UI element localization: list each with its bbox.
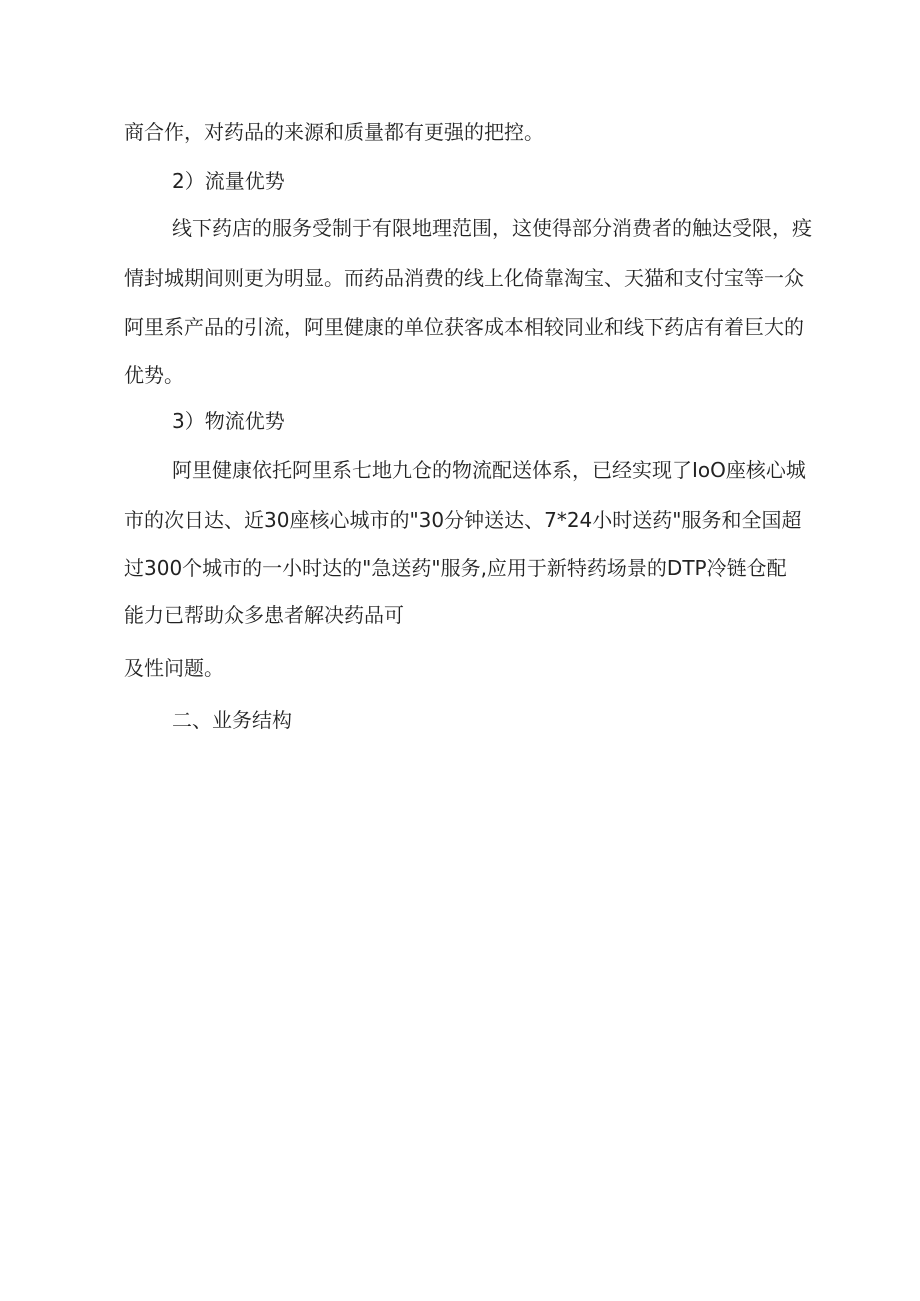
logistics-paragraph-line-4: 能力已帮助众多患者解决药品可 xyxy=(124,603,404,627)
traffic-paragraph-line-3: 阿里系产品的引流，阿里健康的单位获客成本相较同业和线下药店有着巨大的 xyxy=(124,315,804,339)
logistics-paragraph-line-1: 阿里健康依托阿里系七地九仓的物流配送体系，已经实现了IoO座核心城 xyxy=(172,458,806,482)
logistics-paragraph-line-5: 及性问题。 xyxy=(124,656,224,680)
traffic-paragraph-line-2: 情封城期间则更为明显。而药品消费的线上化倚靠淘宝、天猫和支付宝等一众 xyxy=(124,266,804,290)
logistics-paragraph-line-3: 过300个城市的一小时达的"急送药"服务,应用于新特药场景的DTP冷链仓配 xyxy=(124,556,787,580)
paragraph-continuation-line: 商合作，对药品的来源和质量都有更强的把控。 xyxy=(124,120,544,144)
section-heading-business-structure: 二、业务结构 xyxy=(172,708,292,732)
section-heading-traffic-advantage: 2）流量优势 xyxy=(172,169,285,193)
logistics-paragraph-line-2: 市的次日达、近30座核心城市的"30分钟送达、7*24小时送药"服务和全国超 xyxy=(124,508,802,532)
traffic-paragraph-line-1: 线下药店的服务受制于有限地理范围，这使得部分消费者的触达受限，疫 xyxy=(172,216,812,240)
traffic-paragraph-line-4: 优势。 xyxy=(124,363,184,387)
section-heading-logistics-advantage: 3）物流优势 xyxy=(172,409,285,433)
